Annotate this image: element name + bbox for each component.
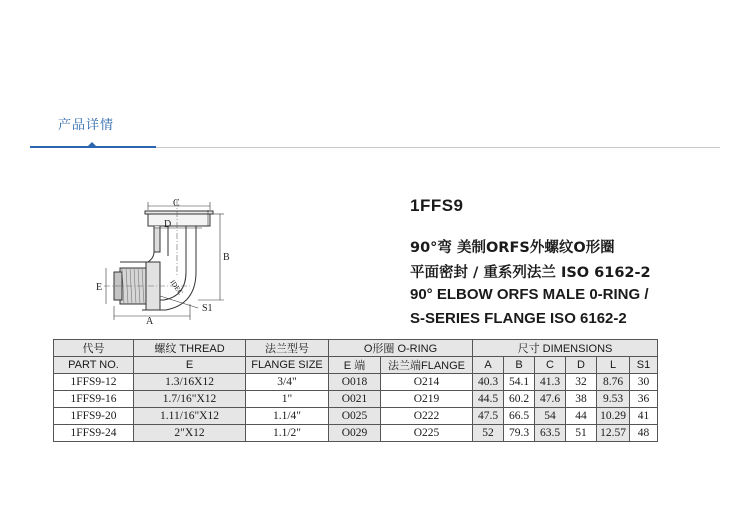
tab-product-details[interactable]: 产品详情 [58, 118, 115, 133]
cell-s1: 36 [630, 391, 658, 408]
cell-thread: 2"X12 [134, 425, 246, 442]
cell-a: 47.5 [473, 408, 504, 425]
header-b: B [504, 357, 535, 374]
dim-label-d: D [164, 219, 172, 230]
cell-d: 51 [566, 425, 597, 442]
table-header-row-2 [54, 357, 658, 374]
fitting-stamp: IDEC [168, 278, 185, 297]
cell-e-end: O021 [329, 391, 381, 408]
cell-l: 9.53 [597, 391, 630, 408]
product-title-cn-2: 平面密封 / 重系列法兰 ISO 6162-2 [410, 265, 651, 281]
elbow-fitting-drawing [90, 196, 240, 330]
cell-e-end: O029 [329, 425, 381, 442]
dim-label-a: A [146, 316, 154, 326]
dim-label-e: E [96, 282, 103, 293]
cell-flange: 1.1/2" [246, 425, 329, 442]
cell-flange-end: O219 [381, 391, 473, 408]
header-thread: 螺纹 THREAD [134, 340, 246, 357]
tab-caret-icon [87, 142, 97, 147]
cell-s1: 30 [630, 374, 658, 391]
cell-c: 63.5 [535, 425, 566, 442]
cell-l: 8.76 [597, 374, 630, 391]
header-l: L [597, 357, 630, 374]
table-row [54, 408, 658, 425]
cell-flange: 1.1/4" [246, 408, 329, 425]
header-a: A [473, 357, 504, 374]
cell-thread: 1.11/16"X12 [134, 408, 246, 425]
cell-c: 54 [535, 408, 566, 425]
header-code: 代号 [54, 340, 134, 357]
cell-flange-end: O225 [381, 425, 473, 442]
dim-label-s1: S1 [202, 303, 213, 314]
cell-flange: 1" [246, 391, 329, 408]
header-c: C [535, 357, 566, 374]
cell-d: 44 [566, 408, 597, 425]
table-header-row-1 [54, 340, 658, 357]
cell-d: 38 [566, 391, 597, 408]
header-flange-size: FLANGE SIZE [246, 357, 329, 374]
header-oring: O形圈 O-RING [329, 340, 473, 357]
spec-table [53, 339, 658, 442]
table-row [54, 425, 658, 442]
cell-s1: 41 [630, 408, 658, 425]
product-title-cn-1: 90°弯 美制ORFS外螺纹O形圈 [410, 240, 615, 256]
product-title-en-2: S-SERIES FLANGE ISO 6162-2 [410, 310, 627, 327]
cell-e-end: O018 [329, 374, 381, 391]
header-e: E [134, 357, 246, 374]
cell-s1: 48 [630, 425, 658, 442]
cell-thread: 1.3/16X12 [134, 374, 246, 391]
cell-a: 44.5 [473, 391, 504, 408]
cell-l: 10.29 [597, 408, 630, 425]
cell-e-end: O025 [329, 408, 381, 425]
dim-label-b: B [223, 252, 230, 263]
header-dimensions: 尺寸 DIMENSIONS [473, 340, 658, 357]
product-title-en-1: 90° ELBOW ORFS MALE 0-RING / [410, 286, 649, 303]
cell-c: 41.3 [535, 374, 566, 391]
cell-c: 47.6 [535, 391, 566, 408]
header-s1: S1 [630, 357, 658, 374]
cell-d: 32 [566, 374, 597, 391]
cell-b: 60.2 [504, 391, 535, 408]
cell-part: 1FFS9-20 [54, 408, 134, 425]
header-e-end: E 端 [329, 357, 381, 374]
cell-part: 1FFS9-24 [54, 425, 134, 442]
header-part-no: PART NO. [54, 357, 134, 374]
cell-thread: 1.7/16"X12 [134, 391, 246, 408]
cell-b: 79.3 [504, 425, 535, 442]
cell-b: 54.1 [504, 374, 535, 391]
cell-a: 52 [473, 425, 504, 442]
product-code: 1FFS9 [410, 196, 464, 215]
cell-part: 1FFS9-12 [54, 374, 134, 391]
header-flange-type: 法兰型号 [246, 340, 329, 357]
table-row [54, 374, 658, 391]
table-row [54, 391, 658, 408]
cell-flange-end: O214 [381, 374, 473, 391]
header-d: D [566, 357, 597, 374]
dim-label-c: C [173, 198, 180, 209]
cell-b: 66.5 [504, 408, 535, 425]
cell-l: 12.57 [597, 425, 630, 442]
cell-flange-end: O222 [381, 408, 473, 425]
cell-part: 1FFS9-16 [54, 391, 134, 408]
header-flange-end: 法兰端FLANGE [381, 357, 473, 374]
cell-a: 40.3 [473, 374, 504, 391]
cell-flange: 3/4" [246, 374, 329, 391]
